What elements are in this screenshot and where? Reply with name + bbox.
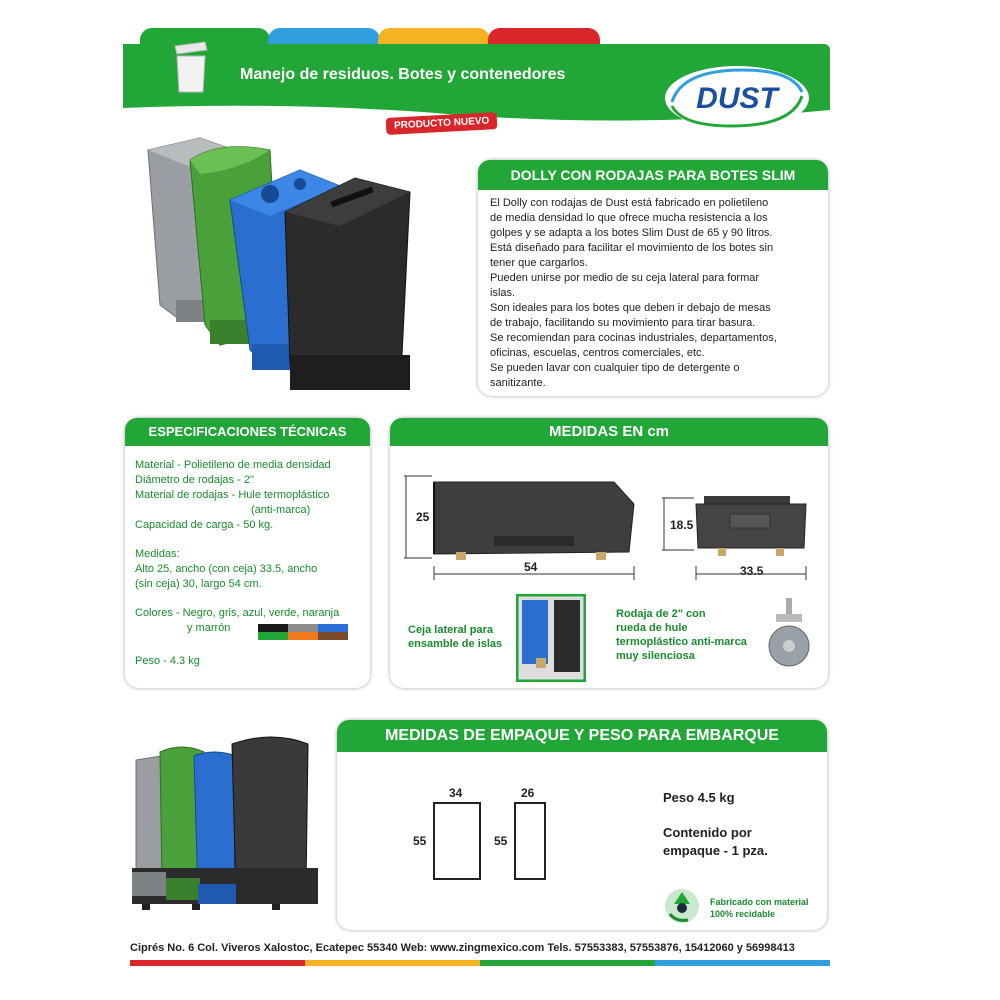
dim-length: 54 — [524, 560, 538, 574]
swatch-black — [258, 624, 288, 632]
trash-bin-icon — [165, 38, 215, 94]
header-title: Manejo de residuos. Botes y contenedores — [240, 66, 566, 83]
spec-material: Material - Polietileno de media densidad — [135, 459, 331, 471]
rodaja-label: Rodaja de 2" con rueda de hule termoplástico anti-marca muy silenciosa — [616, 608, 747, 662]
description-text — [490, 196, 826, 391]
medidas-heading: MEDIDAS EN cm — [390, 418, 828, 446]
package-box-2 — [514, 802, 546, 880]
footer-bar-yellow — [305, 960, 480, 966]
spec-medidas-title: Medidas: — [135, 548, 180, 560]
footer-bar-green — [480, 960, 655, 966]
description-line: tener que cargarlos. — [490, 257, 588, 269]
spec-diametro: Diámetro de rodajas - 2" — [135, 474, 254, 486]
spec-antimarca: (anti-marca) — [251, 504, 311, 516]
dim-width: 33.5 — [740, 564, 764, 578]
new-product-badge: PRODUCTO NUEVO — [386, 112, 498, 135]
description-line: El Dolly con rodajas de Dust está fabricado en polietileno — [490, 197, 769, 209]
box2-height: 55 — [494, 834, 508, 848]
description-line: Son ideales para los botes que deben ir debajo de mesas — [490, 302, 771, 314]
spec-peso: Peso - 4.3 kg — [135, 655, 200, 667]
spec-medidas-1: Alto 25, ancho (con ceja) 33.5, ancho — [135, 563, 318, 575]
footer-bar-red — [130, 960, 305, 966]
box1-width: 34 — [449, 786, 463, 800]
description-line: golpes y se adapta a los botes Slim Dust de 65 y 90 litros. — [490, 227, 773, 239]
description-line: oficinas, escuelas, centros comerciales, etc. — [490, 347, 705, 359]
specs-heading: ESPECIFICACIONES TÉCNICAS — [125, 418, 370, 446]
swatch-blue — [318, 624, 348, 632]
swatch-gray — [288, 624, 318, 632]
spec-colores-2: y marrón — [187, 622, 231, 634]
empaque-contenido: Contenido por empaque - 1 pza. — [663, 825, 768, 858]
description-line: de trabajo, facilitando su movimiento para tirar basura. — [490, 317, 756, 329]
specs-text — [135, 458, 367, 636]
empaque-heading: MEDIDAS DE EMPAQUE Y PESO PARA EMBARQUE — [337, 720, 827, 752]
footer-bar-blue — [655, 960, 830, 966]
footer-contact: Ciprés No. 6 Col. Viveros Xalostoc, Ecatepec 55340 Web: www.zingmexico.com Tels. 57553383, 57553876, 15412060 y 56998413 — [130, 942, 795, 954]
spec-medidas-2: (sin ceja) 30, largo 54 cm. — [135, 578, 262, 590]
caster-wheel-image — [764, 596, 814, 672]
swatch-green — [258, 632, 288, 640]
spec-colores-1: Colores - Negro, gris, azul, verde, naranja — [135, 607, 340, 619]
description-heading: DOLLY CON RODAJAS PARA BOTES SLIM — [478, 160, 828, 190]
bins-on-dollies-image — [140, 130, 420, 400]
spec-capacidad: Capacidad de carga - 50 kg. — [135, 519, 274, 531]
dim-height-side: 25 — [416, 510, 430, 524]
spec-material-rodajas: Material de rodajas - Hule termoplástico — [135, 489, 330, 501]
recycle-text: Fabricado con material 100% recidable — [710, 897, 809, 919]
empaque-peso: Peso 4.5 kg — [663, 790, 735, 805]
ceja-label: Ceja lateral para ensamble de islas — [408, 624, 503, 650]
color-swatches — [258, 624, 348, 640]
footer-color-bar — [130, 960, 830, 966]
description-line: sanitizante. — [490, 377, 546, 389]
description-line: Se pueden lavar con cualquier tipo de detergente o — [490, 362, 740, 374]
recycle-icon — [662, 886, 702, 926]
package-box-1 — [433, 802, 481, 880]
swatch-orange — [288, 632, 318, 640]
swatch-brown — [318, 632, 348, 640]
bins-row-image — [132, 732, 322, 916]
description-line: Está diseñado para facilitar el movimiento de los botes sin — [490, 242, 774, 254]
description-line: Se recomiendan para cocinas industriales, departamentos, — [490, 332, 777, 344]
description-line: Pueden unirse por medio de su ceja lateral para formar — [490, 272, 760, 284]
description-line: islas. — [490, 287, 516, 299]
box1-height: 55 — [413, 834, 427, 848]
logo-text: DUST — [696, 82, 778, 115]
ceja-detail-image — [516, 594, 586, 682]
box2-width: 26 — [521, 786, 535, 800]
dim-height-front: 18.5 — [670, 518, 694, 532]
dust-logo — [662, 62, 812, 134]
description-line: de media densidad lo que ofrece mucha resistencia a los — [490, 212, 768, 224]
